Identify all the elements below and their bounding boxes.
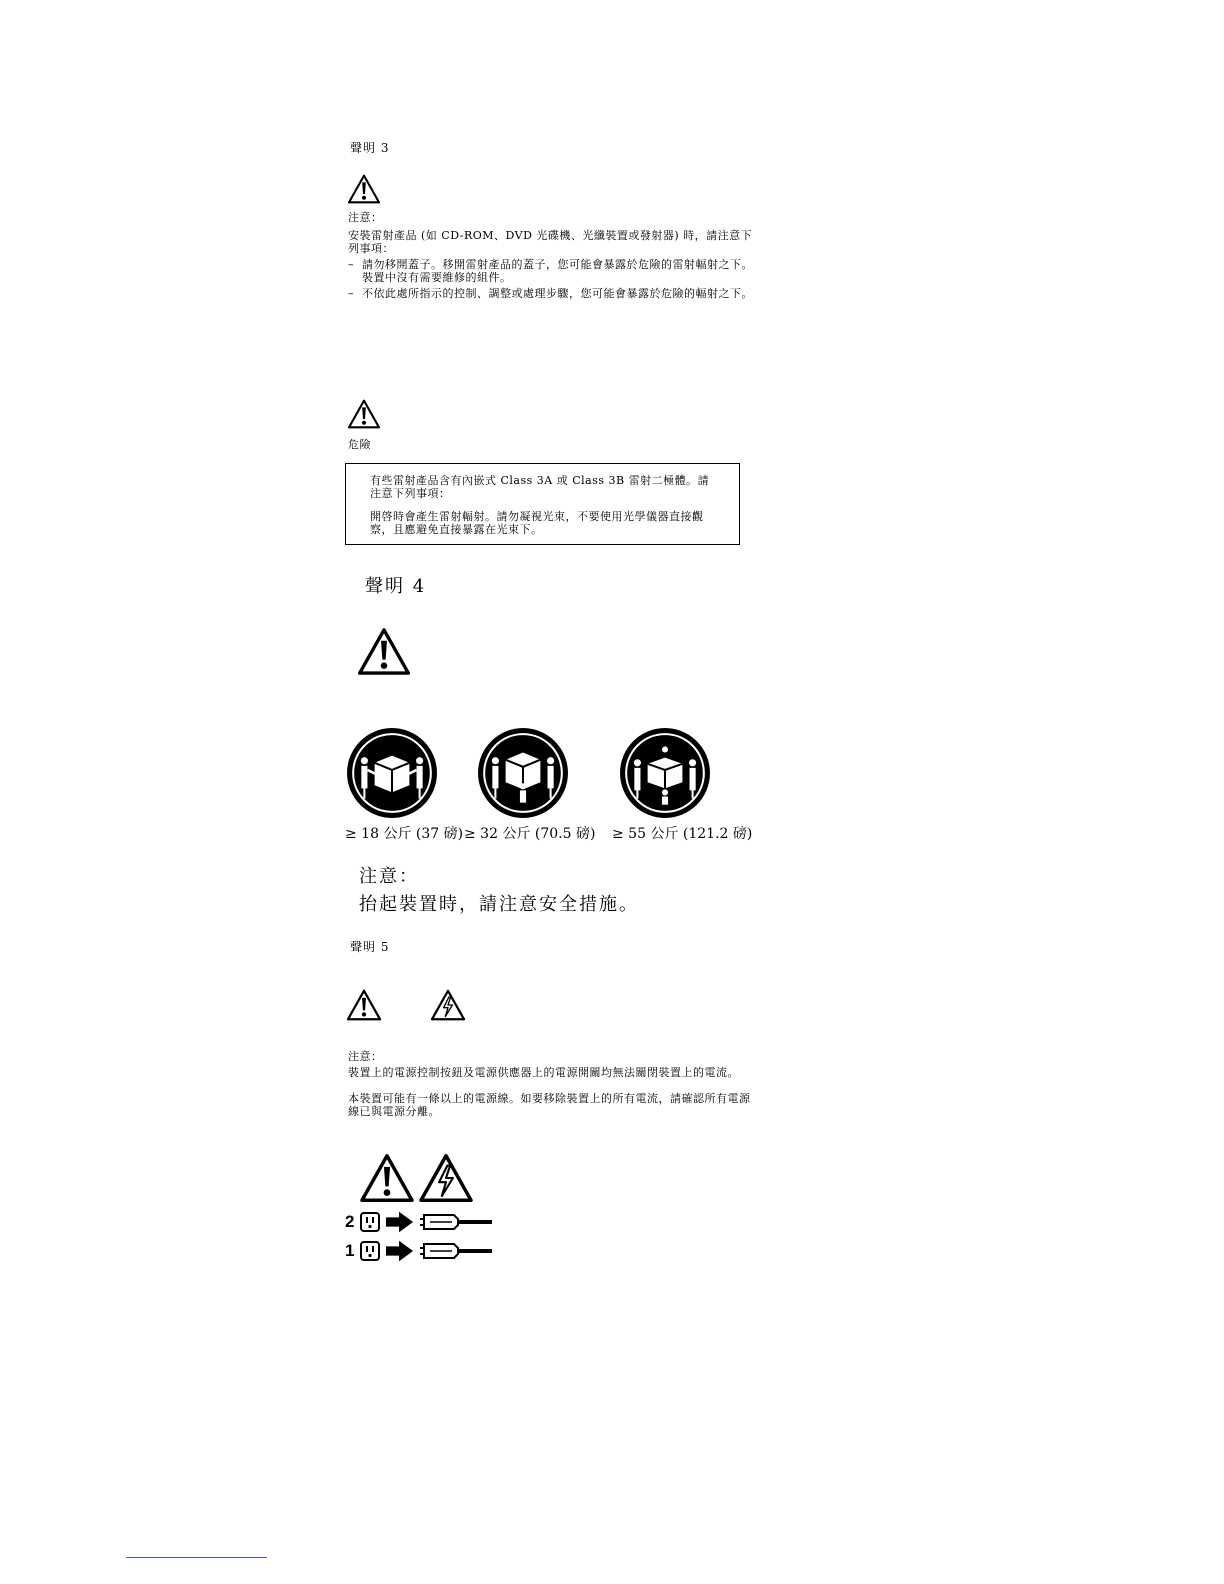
statement5-caution-label: 注意： — [348, 1050, 383, 1063]
electrical-hazard-icon — [418, 1153, 474, 1203]
three-person-lift-icon — [477, 727, 569, 819]
two-person-lift-icon — [346, 727, 438, 819]
power-plug-icon — [420, 1241, 492, 1261]
power-plug-icon — [420, 1212, 492, 1232]
arrow-right-icon — [386, 1240, 414, 1262]
statement3-bullet-text: 不依此處所指示的控制、調整或處理步驟，您可能會暴露於危險的輻射之下。 — [362, 287, 753, 300]
statement5-text: 本裝置可能有一條以上的電源線。如要移除裝置上的所有電流，請確認所有電源線已與電源分離。 — [348, 1092, 751, 1118]
four-person-lift-icon — [619, 727, 711, 819]
statement3-caution-label: 注意： — [348, 211, 383, 224]
cord-number: 2 — [345, 1212, 355, 1231]
danger-box — [345, 463, 740, 545]
caution-triangle-icon — [357, 627, 411, 676]
statement4-heading: 聲明 4 — [365, 576, 427, 597]
statement5-heading: 聲明 5 — [350, 940, 390, 954]
weight-label-32kg: ≥ 32 公斤 (70.5 磅) — [464, 826, 596, 842]
danger-box-text: 有些雷射產品含有內嵌式 Class 3A 或 Class 3B 雷射二極體。請注意下列事項： — [370, 474, 710, 500]
electrical-hazard-icon — [430, 989, 466, 1021]
statement3-bullet-text: 請勿移開蓋子。移開雷射產品的蓋子，您可能會暴露於危險的雷射輻射之下。裝置中沒有需要維修的組件。 — [362, 258, 753, 284]
statement5-text: 裝置上的電源控制按鈕及電源供應器上的電源開關均無法關閉裝置上的電流。 — [348, 1066, 739, 1079]
caution-triangle-icon — [359, 1153, 415, 1203]
power-cord-row — [345, 1210, 492, 1234]
footnote-separator — [126, 1557, 267, 1558]
power-outlet-icon — [360, 1241, 380, 1261]
danger-triangle-icon — [347, 399, 381, 429]
danger-label: 危險 — [348, 438, 371, 451]
caution-triangle-icon — [347, 174, 381, 204]
weight-label-18kg: ≥ 18 公斤 (37 磅) — [345, 826, 464, 842]
statement3-bullet: – 不依此處所指示的控制、調整或處理步驟，您可能會暴露於危險的輻射之下。 — [348, 287, 753, 300]
statement4-caution-text: 抬起裝置時，請注意安全措施。 — [359, 894, 639, 915]
statement4-caution-label: 注意： — [359, 866, 419, 887]
caution-triangle-icon — [346, 989, 382, 1021]
weight-label-55kg: ≥ 55 公斤 (121.2 磅) — [612, 826, 753, 842]
danger-box-text: 開啓時會產生雷射輻射。請勿凝視光束，不要使用光學儀器直接觀察，且應避免直接暴露在光束下。 — [370, 510, 704, 536]
arrow-right-icon — [386, 1211, 414, 1233]
power-outlet-icon — [360, 1212, 380, 1232]
statement3-heading: 聲明 3 — [350, 141, 390, 155]
power-cord-row — [345, 1239, 492, 1263]
statement3-intro: 安裝雷射產品 (如 CD-ROM、DVD 光碟機、光纖裝置或發射器) 時，請注意下列事項： — [348, 229, 753, 255]
statement3-bullet: – 請勿移開蓋子。移開雷射產品的蓋子，您可能會暴露於危險的雷射輻射之下。裝置中沒有需要維修的組件。 — [348, 258, 763, 284]
cord-number: 1 — [345, 1241, 355, 1260]
